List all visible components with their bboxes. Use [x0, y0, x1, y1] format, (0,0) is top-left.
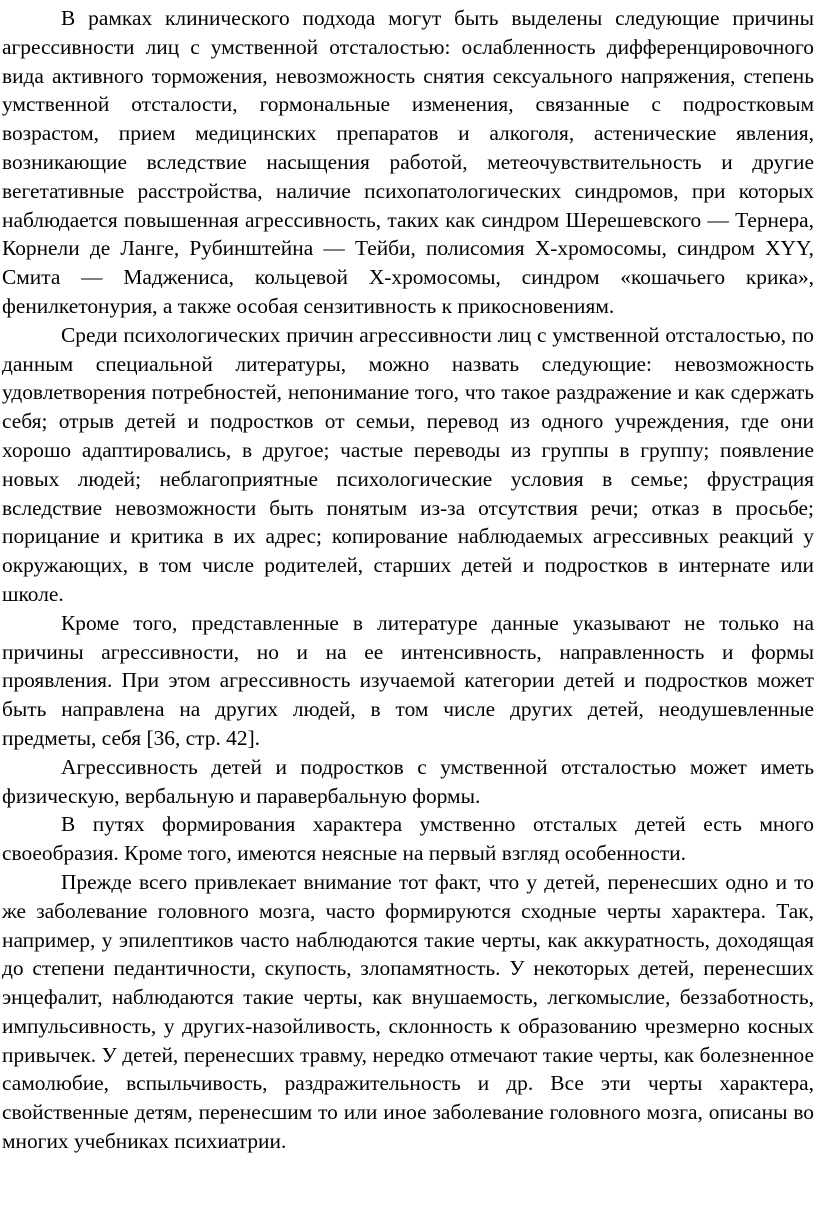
paragraph-character-traits: Прежде всего привлекает внимание тот факт, что у детей, перенесших одно и то же заболевание головного мозга, часто формируются сходные черты характера. Так, например, у эпилептиков часто наблюдаются такие черты, как аккуратность, доходящая до степени педантичности, скупость, злопамятность. У некоторых детей, перенесших энцефалит, наблюдаются такие черты, как внушаемость, легкомыслие, беззаботность, импульсивность, у других-назойливость, склонность к образованию чрезмерно косных привычек. У детей, перенесших травму, нередко отмечают такие черты, как болезненное самолюбие, вспыльчивость, раздражительность и др. Все эти черты характера, свойственные детям, перенесшим то или иное заболевание головного мозга, описаны во многих учебниках психиатрии.: [2, 869, 814, 1154]
paragraph-intensity-direction: Кроме того, представленные в литературе данные указывают не только на причины агрессивности, но и на ее интенсивность, направленность и формы проявления. При этом агрессивность изучаемой категории детей и подростков может быть направлена на других людей, в том числе других детей, неодушевленные предметы, себя [36, стр. 42].: [2, 610, 814, 750]
paragraph-character-formation: В путях формирования характера умственно отсталых детей есть много своеобразия. Кроме того, имеются неясные на первый взгляд особенности.: [2, 812, 814, 866]
paragraph-aggression-forms: Агрессивность детей и подростков с умственной отсталостью может иметь физическую, вербальную и паравербальную формы.: [2, 754, 814, 808]
paragraph-clinical-causes: В рамках клинического подхода могут быть выделены следующие причины агрессивности лиц с умственной отсталостью: ослабленность дифференцировочного вида активного торможения, невозможность снятия сексуального напряжения, степень умственной отсталости, гормональные изменения, связанные с подростковым возрастом, прием медицинских препаратов и алкоголя, астенические явления, возникающие вследствие насыщения работой, метеочувствительность и другие вегетативные расстройства, наличие психопатологических синдромов, при которых наблюдается повышенная агрессивность, таких как синдром Шерешевского — Тернера, Корнели де Ланге, Рубинштейна — Тейби, полисомия Х-хромосомы, синдром XYY, Смита — Мадженисa, кольцевой Х-хромосомы, синдром «кошачьего крика», фенилкетонурия, а также особая сензитивность к прикосновениям.: [2, 6, 814, 318]
paragraph-psychological-causes: Среди психологических причин агрессивности лиц с умственной отсталостью, по данным специальной литературы, можно назвать следующие: невозможность удовлетворения потребностей, непонимание того, что такое раздражение и как сдержать себя; отрыв детей и подростков от семьи, перевод из одного учреждения, где они хорошо адаптировались, в другое; частые переводы из группы в группу; появление новых людей; неблагоприятные психологические условия в семье; фрустрация вследствие невозможности быть понятым из-за отсутствия речи; отказ в просьбе; порицание и критика в их адрес; копирование наблюдаемых агрессивных реакций у окружающих, в том числе родителей, старших детей и подростков в интернате или школе.: [2, 322, 814, 606]
